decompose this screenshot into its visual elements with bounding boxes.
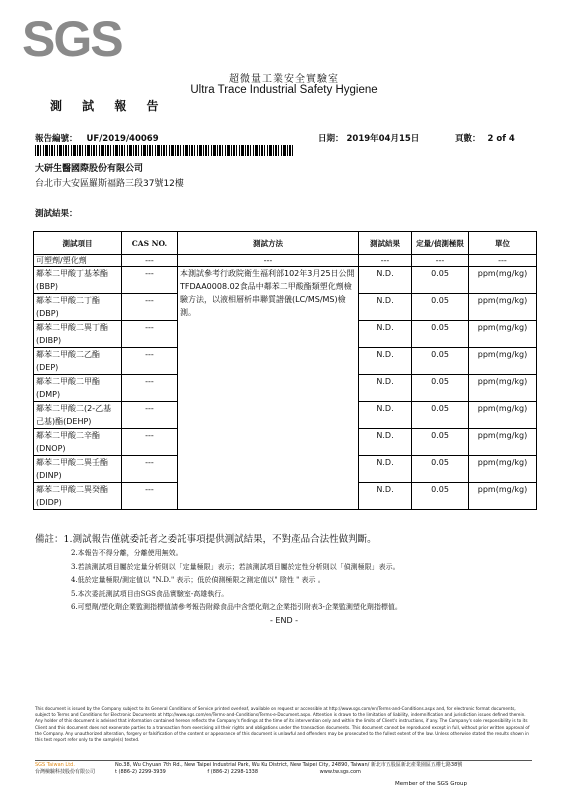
- cell-result: N.D.: [359, 483, 412, 510]
- cell-cas: ---: [122, 348, 178, 375]
- note-item: [35, 588, 545, 602]
- cell-group-unit: ---: [469, 255, 537, 267]
- notes-section: [35, 533, 545, 615]
- cell-item: 鄰苯二甲酸二丁酯(DBP): [34, 294, 122, 321]
- footer-address: [115, 762, 535, 776]
- report-date-label: 日期：: [318, 134, 344, 144]
- cell-result: N.D.: [359, 429, 412, 456]
- cell-result: N.D.: [359, 402, 412, 429]
- cell-item: 鄰苯二甲酸二異癸酯(DIDP): [34, 483, 122, 510]
- barcode: [35, 145, 293, 156]
- cell-cas: ---: [122, 267, 178, 294]
- cell-limit: 0.05: [412, 402, 469, 429]
- cell-cas: ---: [122, 456, 178, 483]
- cell-item: 鄰苯二甲酸二異丁酯(DIBP): [34, 321, 122, 348]
- report-title: 測 試 報 告: [50, 99, 167, 113]
- cell-unit: ppm(mg/kg): [469, 402, 537, 429]
- company-address: 台北市大安區羅斯福路三段37號12樓: [35, 179, 184, 189]
- report-number-label: 報告編號：: [35, 134, 78, 144]
- note-text: 3.若該測試項目屬於定量分析則以「定量極限」表示；若該測試項目屬於定性分析則以「偵測極限」表示。: [71, 562, 400, 571]
- footer-company: [35, 762, 105, 776]
- report-page-label: 頁數：: [455, 134, 481, 144]
- cell-unit: ppm(mg/kg): [469, 483, 537, 510]
- cell-result: N.D.: [359, 321, 412, 348]
- cell-limit: 0.05: [412, 321, 469, 348]
- cell-item: 鄰苯二甲酸二(2-乙基己基)酯(DEHP): [34, 402, 122, 429]
- footer-company-en: SGS Taiwan Ltd.: [35, 762, 75, 768]
- cell-unit: ppm(mg/kg): [469, 321, 537, 348]
- cell-item: 鄰苯二甲酸二辛酯(DNOP): [34, 429, 122, 456]
- cell-item: 鄰苯二甲酸二異壬酯(DINP): [34, 456, 122, 483]
- footer-address-en: No.38, Wu Chyuan 7th Rd., New Taipei Industrial Park, Wu Ku District, New Taipei City, 24890, Taiwan/: [115, 762, 370, 768]
- sgs-logo: [22, 10, 122, 67]
- lab-name-zh: 超微量工業安全實驗室: [229, 74, 339, 85]
- note-text: 5.本次委託測試項目由SGS食品實驗室-高雄執行。: [71, 589, 229, 598]
- member-of-sgs-group: Member of the SGS Group: [395, 781, 467, 787]
- cell-limit: 0.05: [412, 456, 469, 483]
- cell-result: N.D.: [359, 375, 412, 402]
- cell-limit: 0.05: [412, 348, 469, 375]
- cell-limit: 0.05: [412, 429, 469, 456]
- cell-result: N.D.: [359, 456, 412, 483]
- company-name: 大研生醫國際股份有限公司: [35, 164, 144, 174]
- cell-item: 鄰苯二甲酸二乙酯(DEP): [34, 348, 122, 375]
- header-result: 測試結果: [359, 232, 412, 255]
- cell-group-limit: ---: [412, 255, 469, 267]
- cell-group-method: ---: [178, 255, 359, 267]
- cell-unit: ppm(mg/kg): [469, 429, 537, 456]
- cell-unit: ppm(mg/kg): [469, 456, 537, 483]
- table-row-group: [34, 255, 537, 267]
- report-page-value: 2 of 4: [487, 134, 515, 144]
- footer-address-zh: 新北市五股區新北產業園區五權七路38號: [370, 762, 463, 768]
- disclaimer-text: This document is issued by the Company subject to its General Conditions of Service printed overleaf, available on request or accessible at http://www.sgs.com/en/Terms-and-Conditions.aspx and, for electronic format documents, subject to Terms and Conditions for Electronic Documents at http://www.sgs.com/en/Terms-and-Conditions/Terms-e-Document.aspx. Attention is drawn to the limitation of liability, indemnification and jurisdiction issues defined therein. Any holder of this document is advised that information contained hereon reflects the Company's findings at the time of its intervention only and within the limits of Client's instructions, if any. The Company's sole responsibility is to its Client and this document does not exonerate parties to a transaction from exercising all their rights and obligations under the transaction documents. This document cannot be reproduced except in full, without prior written approval of the Company. Any unauthorized alteration, forgery or falsification of the content or appearance of this document is unlawful and offenders may be prosecuted to the fullest extent of the law. Unless otherwise stated the results shown in this test report refer only to the sample(s) tested.: [35, 706, 530, 743]
- note-item: [35, 547, 545, 561]
- cell-item: 鄰苯二甲酸二甲酯(DMP): [34, 375, 122, 402]
- cell-cas: ---: [122, 429, 178, 456]
- cell-limit: 0.05: [412, 267, 469, 294]
- cell-result: N.D.: [359, 294, 412, 321]
- cell-cas: ---: [122, 375, 178, 402]
- footer-company-zh: 台灣檢驗科技股份有限公司: [35, 769, 96, 775]
- report-date-value: 2019年04月15日: [346, 134, 420, 144]
- report-page: [455, 132, 515, 144]
- footer-fax: f (886-2) 2298-1338: [207, 769, 259, 775]
- report-date: [318, 132, 419, 144]
- cell-item: 鄰苯二甲酸丁基苯酯(BBP): [34, 267, 122, 294]
- header-cas: CAS NO.: [122, 232, 178, 255]
- table-header-row: [34, 232, 537, 255]
- cell-method: 本測試參考行政院衛生福利部102年3月25日公開TFDAA0008.02食品中鄰苯二甲酸酯類塑化劑檢驗方法，以液相層析串聯質譜儀(LC/MS/MS)檢測。: [178, 267, 359, 510]
- cell-result: N.D.: [359, 348, 412, 375]
- cell-limit: 0.05: [412, 483, 469, 510]
- report-number: [35, 132, 159, 144]
- cell-cas: ---: [122, 321, 178, 348]
- cell-limit: 0.05: [412, 375, 469, 402]
- cell-unit: ppm(mg/kg): [469, 267, 537, 294]
- table-row: [34, 267, 537, 294]
- end-marker: - END -: [269, 616, 299, 625]
- cell-cas: ---: [122, 294, 178, 321]
- footer-phone: t (886-2) 2299-3939: [115, 769, 166, 775]
- header-item: 測試項目: [34, 232, 122, 255]
- note-text: 6.可塑劑/塑化劑企業監測指標值請參考報告附錄食品中含塑化劑之企業指引附表3-企業監測塑化劑指標值。: [71, 603, 402, 611]
- cell-group-cas: ---: [122, 255, 178, 267]
- header-method: 測試方法: [178, 232, 359, 255]
- sgs-logo-text: SGS: [22, 11, 122, 67]
- note-item: [35, 561, 545, 575]
- notes-label: 備註：: [35, 534, 64, 545]
- cell-cas: ---: [122, 402, 178, 429]
- footer-divider: [35, 760, 532, 761]
- cell-cas: ---: [122, 483, 178, 510]
- cell-unit: ppm(mg/kg): [469, 348, 537, 375]
- note-item: [35, 601, 545, 615]
- note-text: 1.測試報告僅就委託者之委託事項提供測試結果，不對產品合法性做判斷。: [63, 534, 377, 545]
- cell-group-item: 可塑劑/塑化劑: [34, 255, 122, 267]
- cell-result: N.D.: [359, 267, 412, 294]
- note-text: 2.本報告不得分離，分離使用無效。: [71, 549, 183, 557]
- note-text: 4.低於定量極限/測定值以 "N.D." 表示；低於偵測極限之測定值以" 陰性 " 表示 。: [71, 576, 325, 584]
- lab-name-en: Ultra Trace Industrial Safety Hygiene: [190, 84, 378, 96]
- report-number-value: UF/2019/40069: [86, 134, 159, 144]
- sgs-logo-icon: [22, 10, 122, 67]
- footer-web[interactable]: www.tw.sgs.com: [319, 769, 361, 775]
- cell-unit: ppm(mg/kg): [469, 375, 537, 402]
- cell-limit: 0.05: [412, 294, 469, 321]
- results-label: 測試結果：: [35, 209, 78, 219]
- note-item: [35, 533, 545, 547]
- header-limit: 定量/偵測極限: [412, 232, 469, 255]
- results-table: [33, 231, 537, 510]
- header-unit: 單位: [469, 232, 537, 255]
- cell-unit: ppm(mg/kg): [469, 294, 537, 321]
- note-item: [35, 574, 545, 588]
- cell-group-result: ---: [359, 255, 412, 267]
